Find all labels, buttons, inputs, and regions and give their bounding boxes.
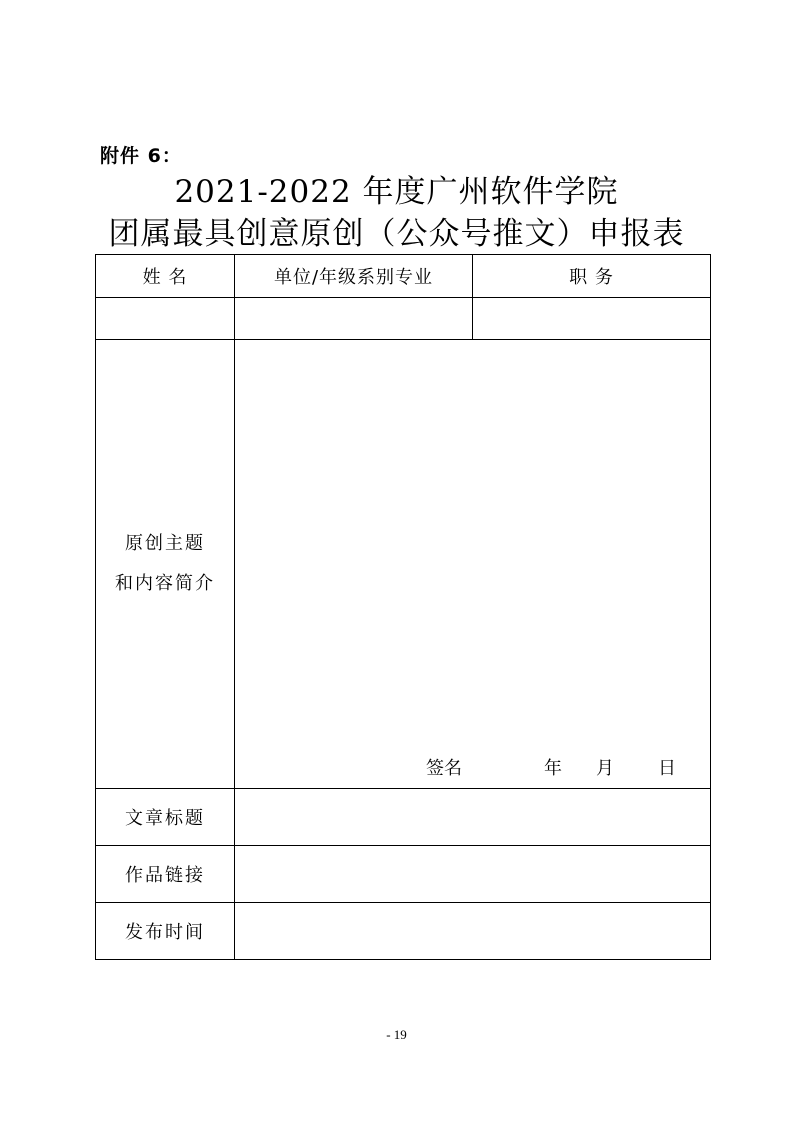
document-title-line2: 团属最具创意原创（公众号推文）申报表 — [108, 216, 685, 252]
publish-time-input-cell[interactable] — [235, 903, 711, 960]
signature-label: 签名 — [426, 758, 462, 779]
work-link-row — [96, 846, 711, 903]
signature-day-label: 日 — [658, 758, 676, 779]
header-row — [96, 255, 711, 298]
header-position: 职 务 — [473, 255, 711, 298]
work-link-label: 作品链接 — [96, 846, 235, 903]
application-form-table — [95, 254, 711, 960]
attachment-label: 附件 6： — [100, 145, 182, 167]
signature-year-label: 年 — [544, 758, 562, 779]
header-name: 姓 名 — [96, 255, 235, 298]
summary-label-line2: 和内容简介 — [115, 573, 215, 594]
article-title-input-cell[interactable] — [235, 789, 711, 846]
signature-month-label: 月 — [596, 758, 614, 779]
article-title-row — [96, 789, 711, 846]
document-title-line1: 2021-2022 年度广州软件学院 — [174, 174, 619, 210]
summary-label-line1: 原创主题 — [125, 533, 205, 554]
applicant-info-row — [96, 298, 711, 340]
summary-label-cell — [96, 340, 235, 789]
unit-input-cell[interactable] — [235, 298, 473, 340]
work-link-input-cell[interactable] — [235, 846, 711, 903]
signature-line — [426, 754, 676, 780]
name-input-cell[interactable] — [96, 298, 235, 340]
summary-input-cell[interactable] — [235, 340, 711, 789]
publish-time-row — [96, 903, 711, 960]
page-number: - 19 — [386, 1027, 407, 1042]
article-title-label: 文章标题 — [96, 789, 235, 846]
publish-time-label: 发布时间 — [96, 903, 235, 960]
header-unit: 单位/年级系别专业 — [235, 255, 473, 298]
summary-row — [96, 340, 711, 789]
position-input-cell[interactable] — [473, 298, 711, 340]
